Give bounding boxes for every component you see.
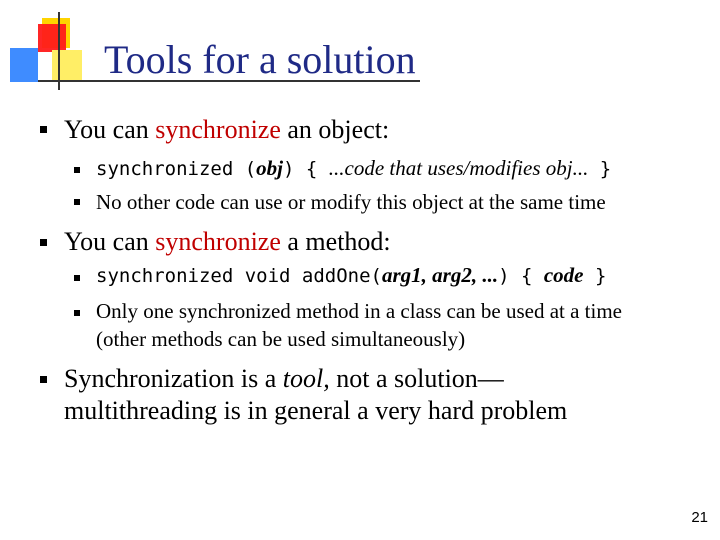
code-text: ) { (283, 158, 329, 180)
bullet-marker (40, 239, 47, 246)
sub-bullet-text: No other code can use or modify this object at the same time (96, 190, 606, 214)
sub-bullet-marker (74, 167, 80, 173)
logo-blue-square (10, 48, 38, 82)
code-body: code (543, 263, 584, 287)
bullet-conclusion (64, 363, 504, 395)
sub-bullet-text: Only one synchronized method in a class can be used at a time (96, 299, 623, 323)
bullet-text: a method: (280, 227, 391, 256)
slide-logo (0, 0, 120, 100)
highlight-keyword: synchronize (155, 227, 281, 256)
bullet-marker (40, 126, 47, 133)
code-arguments: arg1, arg2, ... (381, 263, 499, 287)
sub-bullet-sync-block (96, 155, 611, 182)
code-text: synchronized void addOne( (96, 265, 382, 287)
logo-light-yellow-square (52, 50, 82, 82)
bullet-marker (40, 376, 47, 383)
code-text: } (583, 265, 607, 287)
code-text: synchronized ( (96, 158, 257, 180)
bullet-text: not a solution— (329, 364, 504, 393)
bullet-text: multithreading is in general a very hard problem (64, 396, 568, 425)
emphasis-text: tool, (282, 364, 330, 393)
code-text: } (588, 158, 612, 180)
sub-bullet-sync-method (96, 262, 606, 289)
bullet-text: You can (64, 227, 156, 256)
bullet-text: Synchronization is a (64, 364, 283, 393)
highlight-keyword: synchronize (155, 115, 281, 144)
sub-bullet-text: (other methods can be used simultaneously) (96, 327, 466, 351)
code-text: ) { (498, 265, 544, 287)
code-body: ...code that uses/modifies obj... (328, 156, 589, 180)
sub-bullet-marker (74, 275, 80, 281)
code-argument: obj (256, 156, 283, 180)
bullet-object (64, 114, 389, 146)
bullet-method (64, 226, 391, 258)
bullet-text: You can (64, 115, 156, 144)
logo-vertical-line (58, 12, 60, 90)
logo-red-square (38, 24, 66, 52)
sub-bullet-marker (74, 199, 80, 205)
slide-title: Tools for a solution (104, 37, 416, 82)
sub-bullet-marker (74, 310, 80, 316)
page-number: 21 (691, 509, 708, 526)
bullet-text: an object: (280, 115, 390, 144)
